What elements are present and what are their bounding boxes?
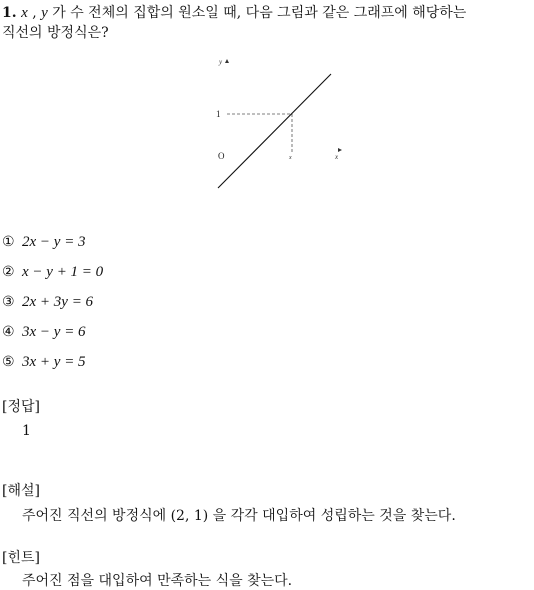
explanation-text: 주어진 직선의 방정식에 (2, 1) 을 각각 대입하여 성립하는 것을 찾는다. <box>22 508 456 524</box>
choice-1[interactable] <box>2 233 86 251</box>
choice-2[interactable] <box>2 263 103 281</box>
answer-label: [정답] <box>2 399 40 415</box>
choice-mark: ⑤ <box>2 354 15 370</box>
question-line-1 <box>2 3 466 23</box>
choice-mark: ③ <box>2 294 15 310</box>
choice-expression: 2x − y = 3 <box>22 234 86 250</box>
y-axis-arrow-icon <box>225 59 229 63</box>
x-axis-label: x <box>335 153 339 161</box>
hint-text: 주어진 점을 대입하여 만족하는 식을 찾는다. <box>22 573 293 589</box>
y-axis-label: y <box>219 58 223 66</box>
tick-label-x: x <box>289 155 292 161</box>
line-graph <box>205 55 355 195</box>
hint-label: [힌트] <box>2 550 40 566</box>
answer-value: 1 <box>22 423 31 439</box>
choice-mark: ② <box>2 264 15 280</box>
question-number: 1. <box>2 5 17 21</box>
question-text-2: 직선의 방정식은? <box>2 25 109 41</box>
choice-mark: ① <box>2 234 15 250</box>
choice-mark: ④ <box>2 324 15 340</box>
graph-line <box>218 74 331 188</box>
choice-expression: x − y + 1 = 0 <box>22 264 104 280</box>
tick-label-y-1: 1 <box>216 109 221 119</box>
variable-y: y <box>41 5 48 21</box>
question-text-1: 가 수 전체의 집합의 원소일 때, 다음 그림과 같은 그래프에 해당하는 <box>47 5 467 21</box>
choice-4[interactable] <box>2 323 86 341</box>
variable-x: x <box>21 5 28 21</box>
choice-expression: 2x + 3y = 6 <box>22 294 94 310</box>
choice-3[interactable] <box>2 293 93 311</box>
variable-separator: , <box>27 5 42 21</box>
choice-expression: 3x − y = 6 <box>22 324 86 340</box>
choice-5[interactable] <box>2 353 86 371</box>
choice-expression: 3x + y = 5 <box>22 354 86 370</box>
question-line-2 <box>2 23 109 43</box>
x-axis-arrow-icon <box>338 148 342 152</box>
explanation-label: [해설] <box>2 483 40 499</box>
origin-label: O <box>218 151 225 161</box>
